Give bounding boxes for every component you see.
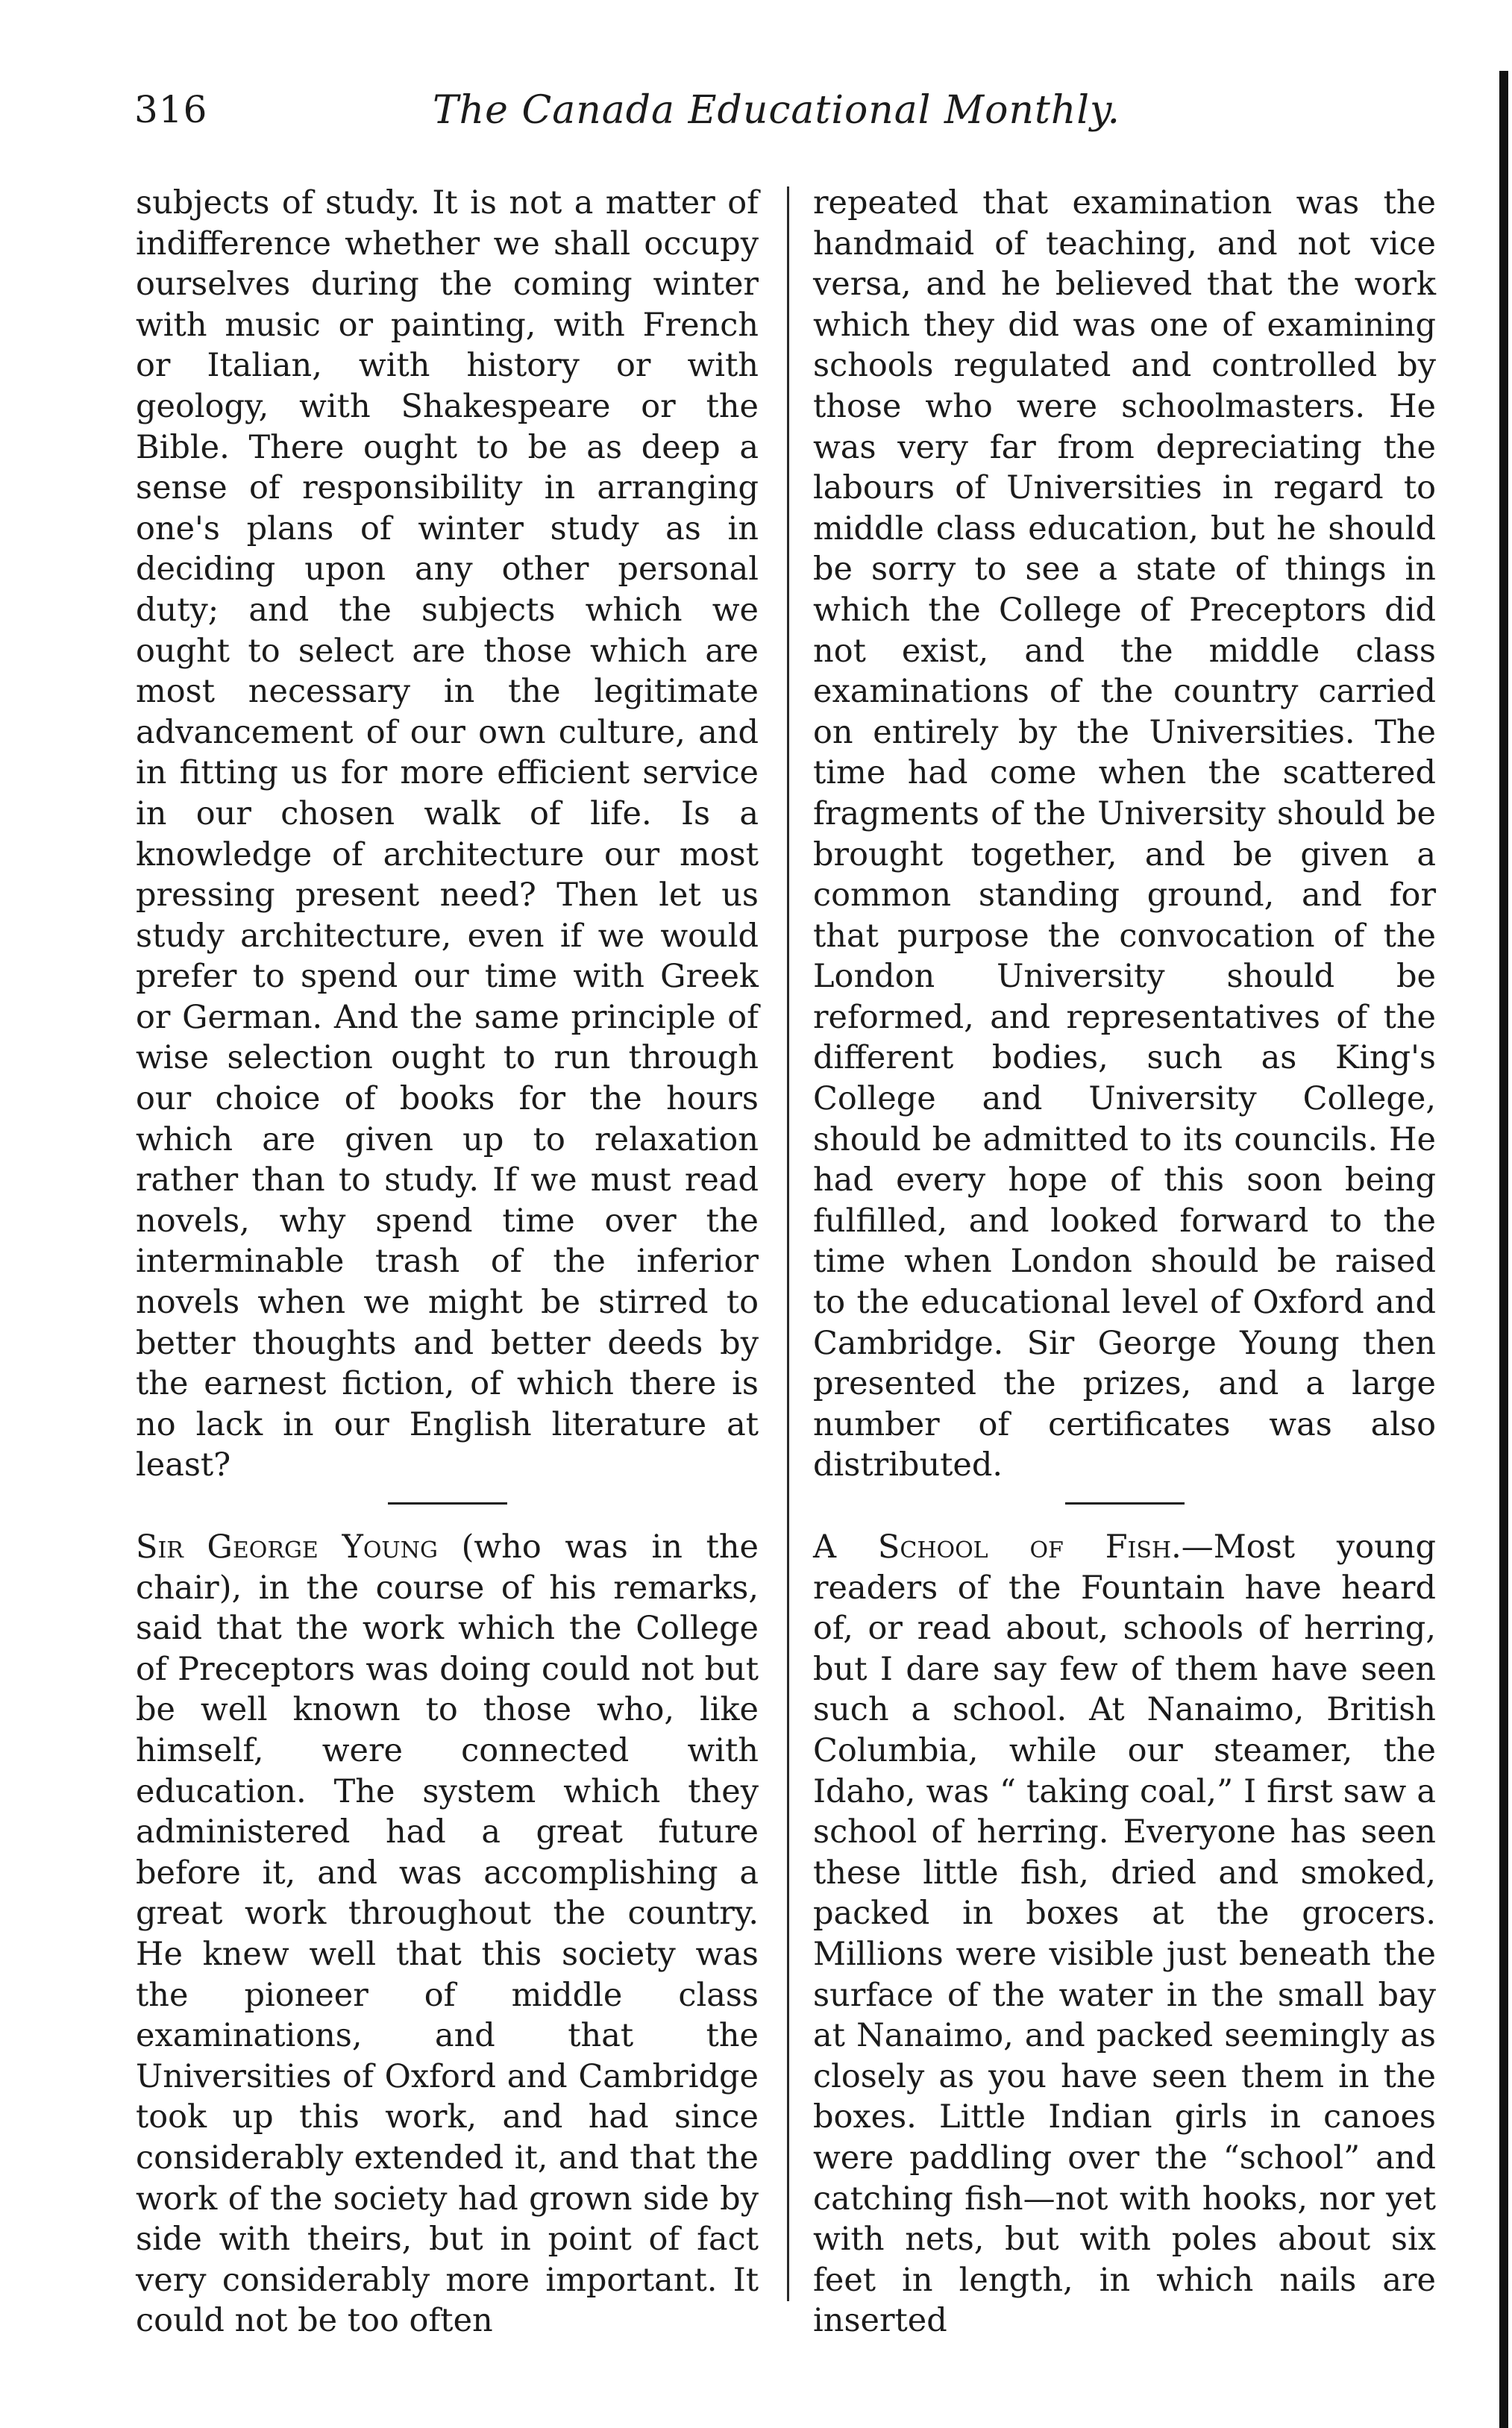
left-paragraph-2-body: (who was in the chair), in the course of his remarks, said that the work which the College of Preceptors was doing could not but be well known to those who, like himself, were connected with education. The system which they administered had a great future before it, and was accomplishing a great work throughout the country. He knew well that this society was the pioneer of middle class examinations, and that the Universities of Oxford and Cambridge took up this work, and had since considerably extended it, and that the work of the society had grown side by side with theirs, but in point of fact very considerably more important. It could not be too often xyxy=(136,1528,759,2340)
right-paragraph-2 xyxy=(813,1527,1436,2341)
column-divider xyxy=(787,186,789,2301)
section-divider xyxy=(1065,1502,1185,1505)
running-title: The Canada Educational Monthly. xyxy=(433,88,1120,133)
right-column xyxy=(813,183,1436,2341)
section-divider xyxy=(388,1502,507,1505)
right-paragraph-2-lead: A School of Fish. xyxy=(813,1528,1182,1566)
page-header xyxy=(134,88,1373,148)
left-paragraph-1: subjects of study. It is not a matter of indifference whether we shall occupy ourselves during the coming winter with music or painting, with French or Italian, with history or with geology, with Shakespeare or the Bible. There ought to be as deep a sense of responsibility in arranging one's plans of winter study as in deciding upon any other personal duty; and the subjects which we ought to select are those which are most necessary in the legitimate advancement of our own culture, and in fitting us for more efficient service in our chosen walk of life. Is a knowledge of architecture our most pressing present need? Then let us study architecture, even if we would prefer to spend our time with Greek or German. And the same principle of wise selection ought to run through our choice of books for the hours which are given up to relaxation rather than to study. If we must read novels, why spend time over the interminable trash of the inferior novels when we might be stirred to better thoughts and better deeds by the earnest fiction, of which there is no lack in our English literature at least? xyxy=(136,184,759,1484)
left-column xyxy=(136,183,759,2341)
page-edge-rule xyxy=(1499,71,1508,2428)
right-paragraph-2-body: —Most young readers of the Fountain have heard of, or read about, schools of herring, but I dare say few of them have seen such a school. At Nanaimo, British Columbia, while our steamer, the Idaho, was “ taking coal,” I first saw a school of herring. Everyone has seen these little fish, dried and smoked, packed in boxes at the grocers. Millions were visible just beneath the surface of the water in the small bay at Nanaimo, and packed seemingly as closely as you have seen them in the boxes. Little Indian girls in canoes were paddling over the “school” and catching fish—not with hooks, nor yet with nets, but with poles about six feet in length, in which nails are inserted xyxy=(813,1528,1436,2340)
right-paragraph-1: repeated that examination was the handmaid of teaching, and not vice versa, and he believed that the work which they did was one of examining schools regulated and controlled by those who were schoolmasters. He was very far from depreciating the labours of Universities in regard to middle class education, but he should be sorry to see a state of things in which the College of Preceptors did not exist, and the middle class examinations of the country carried on entirely by the Universities. The time had come when the scattered fragments of the University should be brought together, and be given a common standing ground, and for that purpose the convocation of the London University should be reformed, and representatives of the different bodies, such as King's College and University College, should be admitted to its councils. He had every hope of this soon being fulfilled, and looked forward to the time when London should be raised to the educational level of Oxford and Cambridge. Sir George Young then presented the prizes, and a large number of certificates was also distributed. xyxy=(813,184,1436,1484)
left-paragraph-2-lead: Sir George Young xyxy=(136,1528,438,1566)
page-number: 316 xyxy=(134,88,208,131)
left-paragraph-2 xyxy=(136,1527,759,2341)
